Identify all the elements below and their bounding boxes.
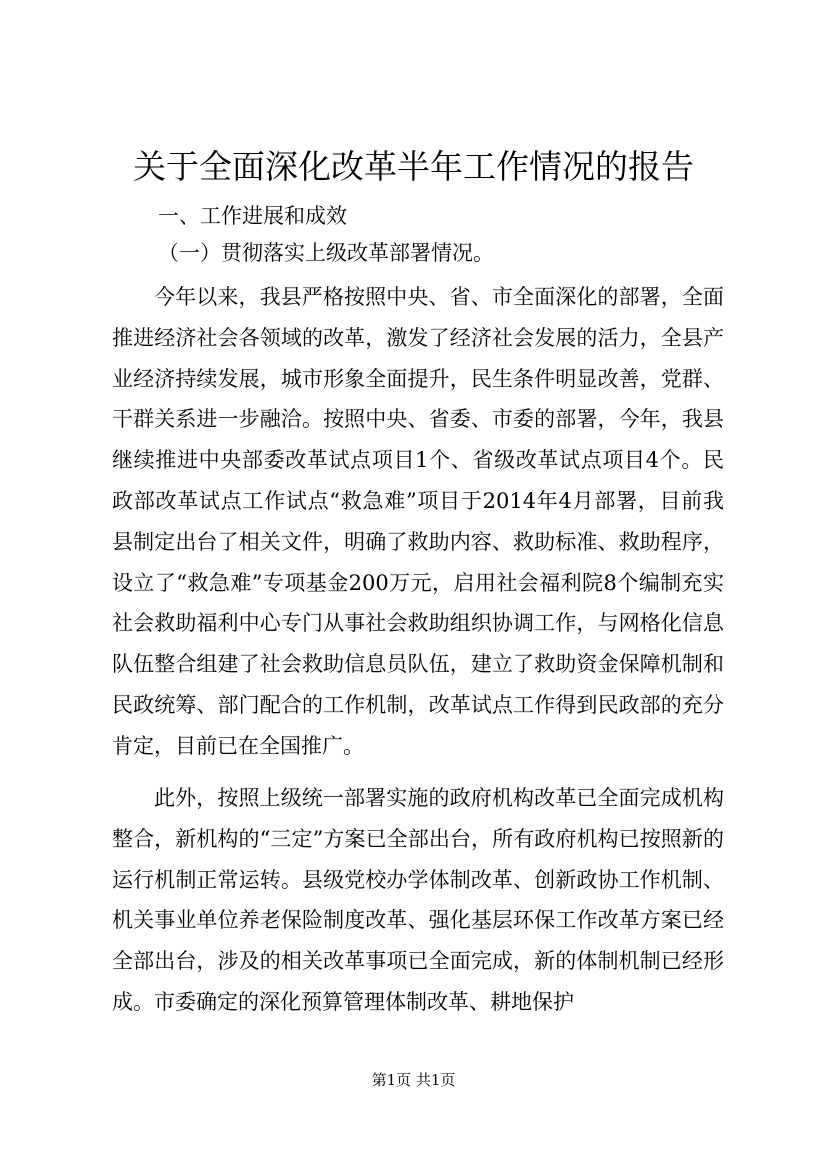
- document-title: 关于全面深化改革半年工作情况的报告: [133, 147, 694, 186]
- body-paragraph: 今年以来，我县严格按照中央、省、市全面深化的部署，全面推进经济社会各领域的改革，激发了经济社会发展的活力，全县产业经济持续发展，城市形象全面提升，民生条件明显改善，党群、干群关系进一步融洽。按照中央、省委、市委的部署，今年，我县继续推进中央部委改革试点项目1个、省级改革试点项目4个。民政部改革试点工作试点“救急难”项目于2014年4月部署，目前我县制定出台了相关文件，明确了救助内容、救助标准、救助程序，设立了“救急难”专项基金200万元，启用社会福利院8个编制充实社会救助福利中心专门从事社会救助组织协调工作，与网格化信息队伍整合组建了社会救助信息员队伍，建立了救助资金保障机制和民政统筹、部门配合的工作机制，改革试点工作得到民政部的充分肯定，目前已在全国推广。: [112, 285, 724, 758]
- subsection-heading: （一）贯彻落实上级改革部署情况。: [158, 241, 494, 265]
- section-heading: 一、工作进展和成效: [158, 204, 347, 228]
- body-paragraph: 此外，按照上级统一部署实施的政府机构改革已全面完成机构整合，新机构的“三定”方案已全部出台，所有政府机构已按照新的运行机制正常运转。县级党校办学体制改革、创新政协工作机制、机关事业单位养老保险制度改革、强化基层环保工作改革方案已经全部出台，涉及的相关改革事项已全面完成，新的体制机制已经形成。市委确定的深化预算管理体制改革、耕地保护: [112, 786, 724, 1014]
- page-number-footer: 第1页 共1页: [371, 1071, 456, 1089]
